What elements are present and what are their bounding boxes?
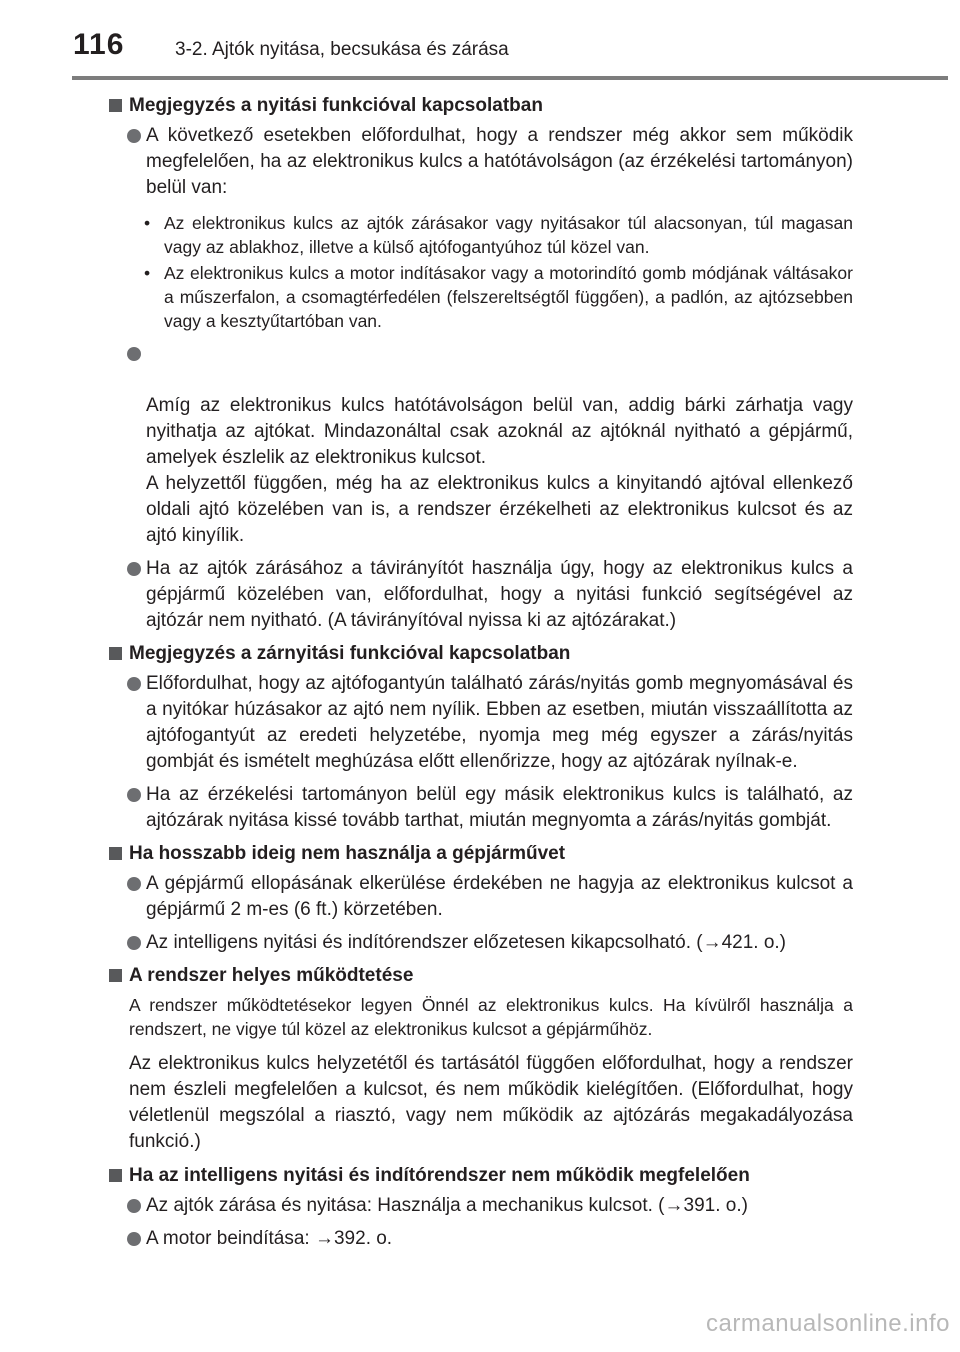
sub-item-text: Az elektronikus kulcs az ajtók zárásakor vagy nyitásakor túl alacsonyan, túl magasan vagy az ablakhoz, illetve a külső ajtófogantyúhoz túl közel van. [164,213,853,257]
square-bullet-icon [109,99,122,112]
bullet-item [0,556,853,634]
bullet-text: A gépjármű ellopásának elkerülése érdekében ne hagyja az elektronikus kulcsot a gépjármű 2 m-es (6 ft.) körzetében. [146,873,853,920]
square-bullet-icon [109,647,122,660]
paragraph: Az elektronikus kulcs helyzetétől és tartásától függően előfordulhat, hogy a rendszer nem észleli megfelelően a kulcsot, és nem működik kielégítően. (Előfordulhat, hogy véletlenül megszólal a riasztó, vagy nem működik az ajtózárás megakadályozása funkció.) [129,1053,853,1152]
section-title [0,963,869,988]
paragraph: A rendszer működtetésekor legyen Önnél az elektronikus kulcs. Ha kívülről használja a rendszert, ne vigye túl közel az elektronikus kulcsot a gépjárműhöz. [129,995,853,1039]
round-bullet-icon [127,936,141,950]
section-title-text: A rendszer helyes működtetése [129,965,414,986]
section-title [0,1163,869,1188]
bullet-text: Ha az ajtók zárásához a távirányítót használja úgy, hogy az elektronikus kulcs a gépjármű közelében van, előfordulhat, hogy a nyitási funkció segítségével az ajtózár nem nyitható. (A távirányítóval nyissa ki az ajtózárakat.) [146,558,853,631]
bullet-text: A következő esetekben előfordulhat, hogy a rendszer még akkor sem működik megfelelően, ha az elektronikus kulcs a hatótávolságon (az érzékelési tartományon) belül van: [146,125,853,198]
round-bullet-icon [127,877,141,891]
round-bullet-icon [127,1232,141,1246]
bullet-item [0,671,853,775]
chapter-title: 3-2. Ajtók nyitása, becsukása és zárása [175,39,509,60]
sub-bullet-icon: • [144,263,151,283]
bullet-item [0,1226,853,1252]
section-title [0,93,869,118]
square-bullet-icon [109,847,122,860]
bullet-text: Előfordulhat, hogy az ajtófogantyún található zárás/nyitás gomb megnyomásával és a nyitókar húzásakor az ajtó nem nyílik. Ebben az esetben, miután visszaállította az ajtófogantyút az eredeti helyzetébe, nyomja meg még egyszer a zárás/nyitás gombját és ismételt meghúzása előtt ellenőrizze, hogy az ajtózárak nyílnak-e. [146,673,853,772]
round-bullet-icon [127,129,141,143]
section-title-text: Megjegyzés a nyitási funkcióval kapcsolatban [129,95,543,116]
bullet-item [0,123,853,201]
bullet-text: Az ajtók zárása és nyitása: Használja a mechanikus kulcsot. (→391. o.) [146,1195,748,1216]
bullet-item [0,930,853,956]
bullet-item [0,1193,853,1219]
section-title-text: Ha hosszabb ideig nem használja a gépjárművet [129,843,566,864]
bullet-item [0,782,853,834]
bullet-text: Amíg az elektronikus kulcs hatótávolságon belül van, addig bárki zárhatja vagy nyithatja az ajtókat. Mindazonáltal csak azoknál az ajtóknál nyitható a gépjármű, amelyek észlelik az elektronikus kulcsot. A helyzettől függően, még ha az elektronikus kulcs a kinyitandó ajtóval ellenkező oldali ajtó közelében van is, a rendszer érzékelheti az elektronikus kulcsot és az ajtó kinyílik. [146,395,853,546]
bullet-item [0,341,853,549]
bullet-text: Ha az érzékelési tartományon belül egy másik elektronikus kulcs is található, az ajtózárak nyitása kissé tovább tarthat, miután megnyomta a zárás/nyitás gombját. [146,784,853,831]
square-bullet-icon [109,969,122,982]
section-title [0,841,869,866]
round-bullet-icon [127,1199,141,1213]
round-bullet-icon [127,677,141,691]
bullet-item [0,871,853,923]
sub-item [0,211,853,259]
bullet-text: A motor beindítása: →392. o. [146,1228,393,1249]
square-bullet-icon [109,1169,122,1182]
page-content [0,90,960,1259]
watermark: carmanualsonline.info [706,1310,950,1337]
sub-bullet-icon: • [144,213,151,233]
round-bullet-icon [127,788,141,802]
sub-item-text: Az elektronikus kulcs a motor indításakor vagy a motorindító gomb módjának váltásakor a műszerfalon, a csomagtérfedélen (felszereltségtől függően), a padlón, az ajtózsebben vagy a kesztyűtartóban van. [164,263,853,331]
section-title-text: Megjegyzés a zárnyitási funkcióval kapcsolatban [129,643,571,664]
section-title-text: Ha az intelligens nyitási és indítórendszer nem működik megfelelően [129,1165,750,1186]
page-number: 116 [73,28,125,61]
page-header [0,0,960,80]
section-title [0,641,869,666]
header-divider [72,76,948,80]
round-bullet-icon [127,562,141,576]
sub-item [0,261,853,333]
round-bullet-icon [127,347,141,361]
bullet-text: Az intelligens nyitási és indítórendszer előzetesen kikapcsolható. (→421. o.) [146,932,787,953]
